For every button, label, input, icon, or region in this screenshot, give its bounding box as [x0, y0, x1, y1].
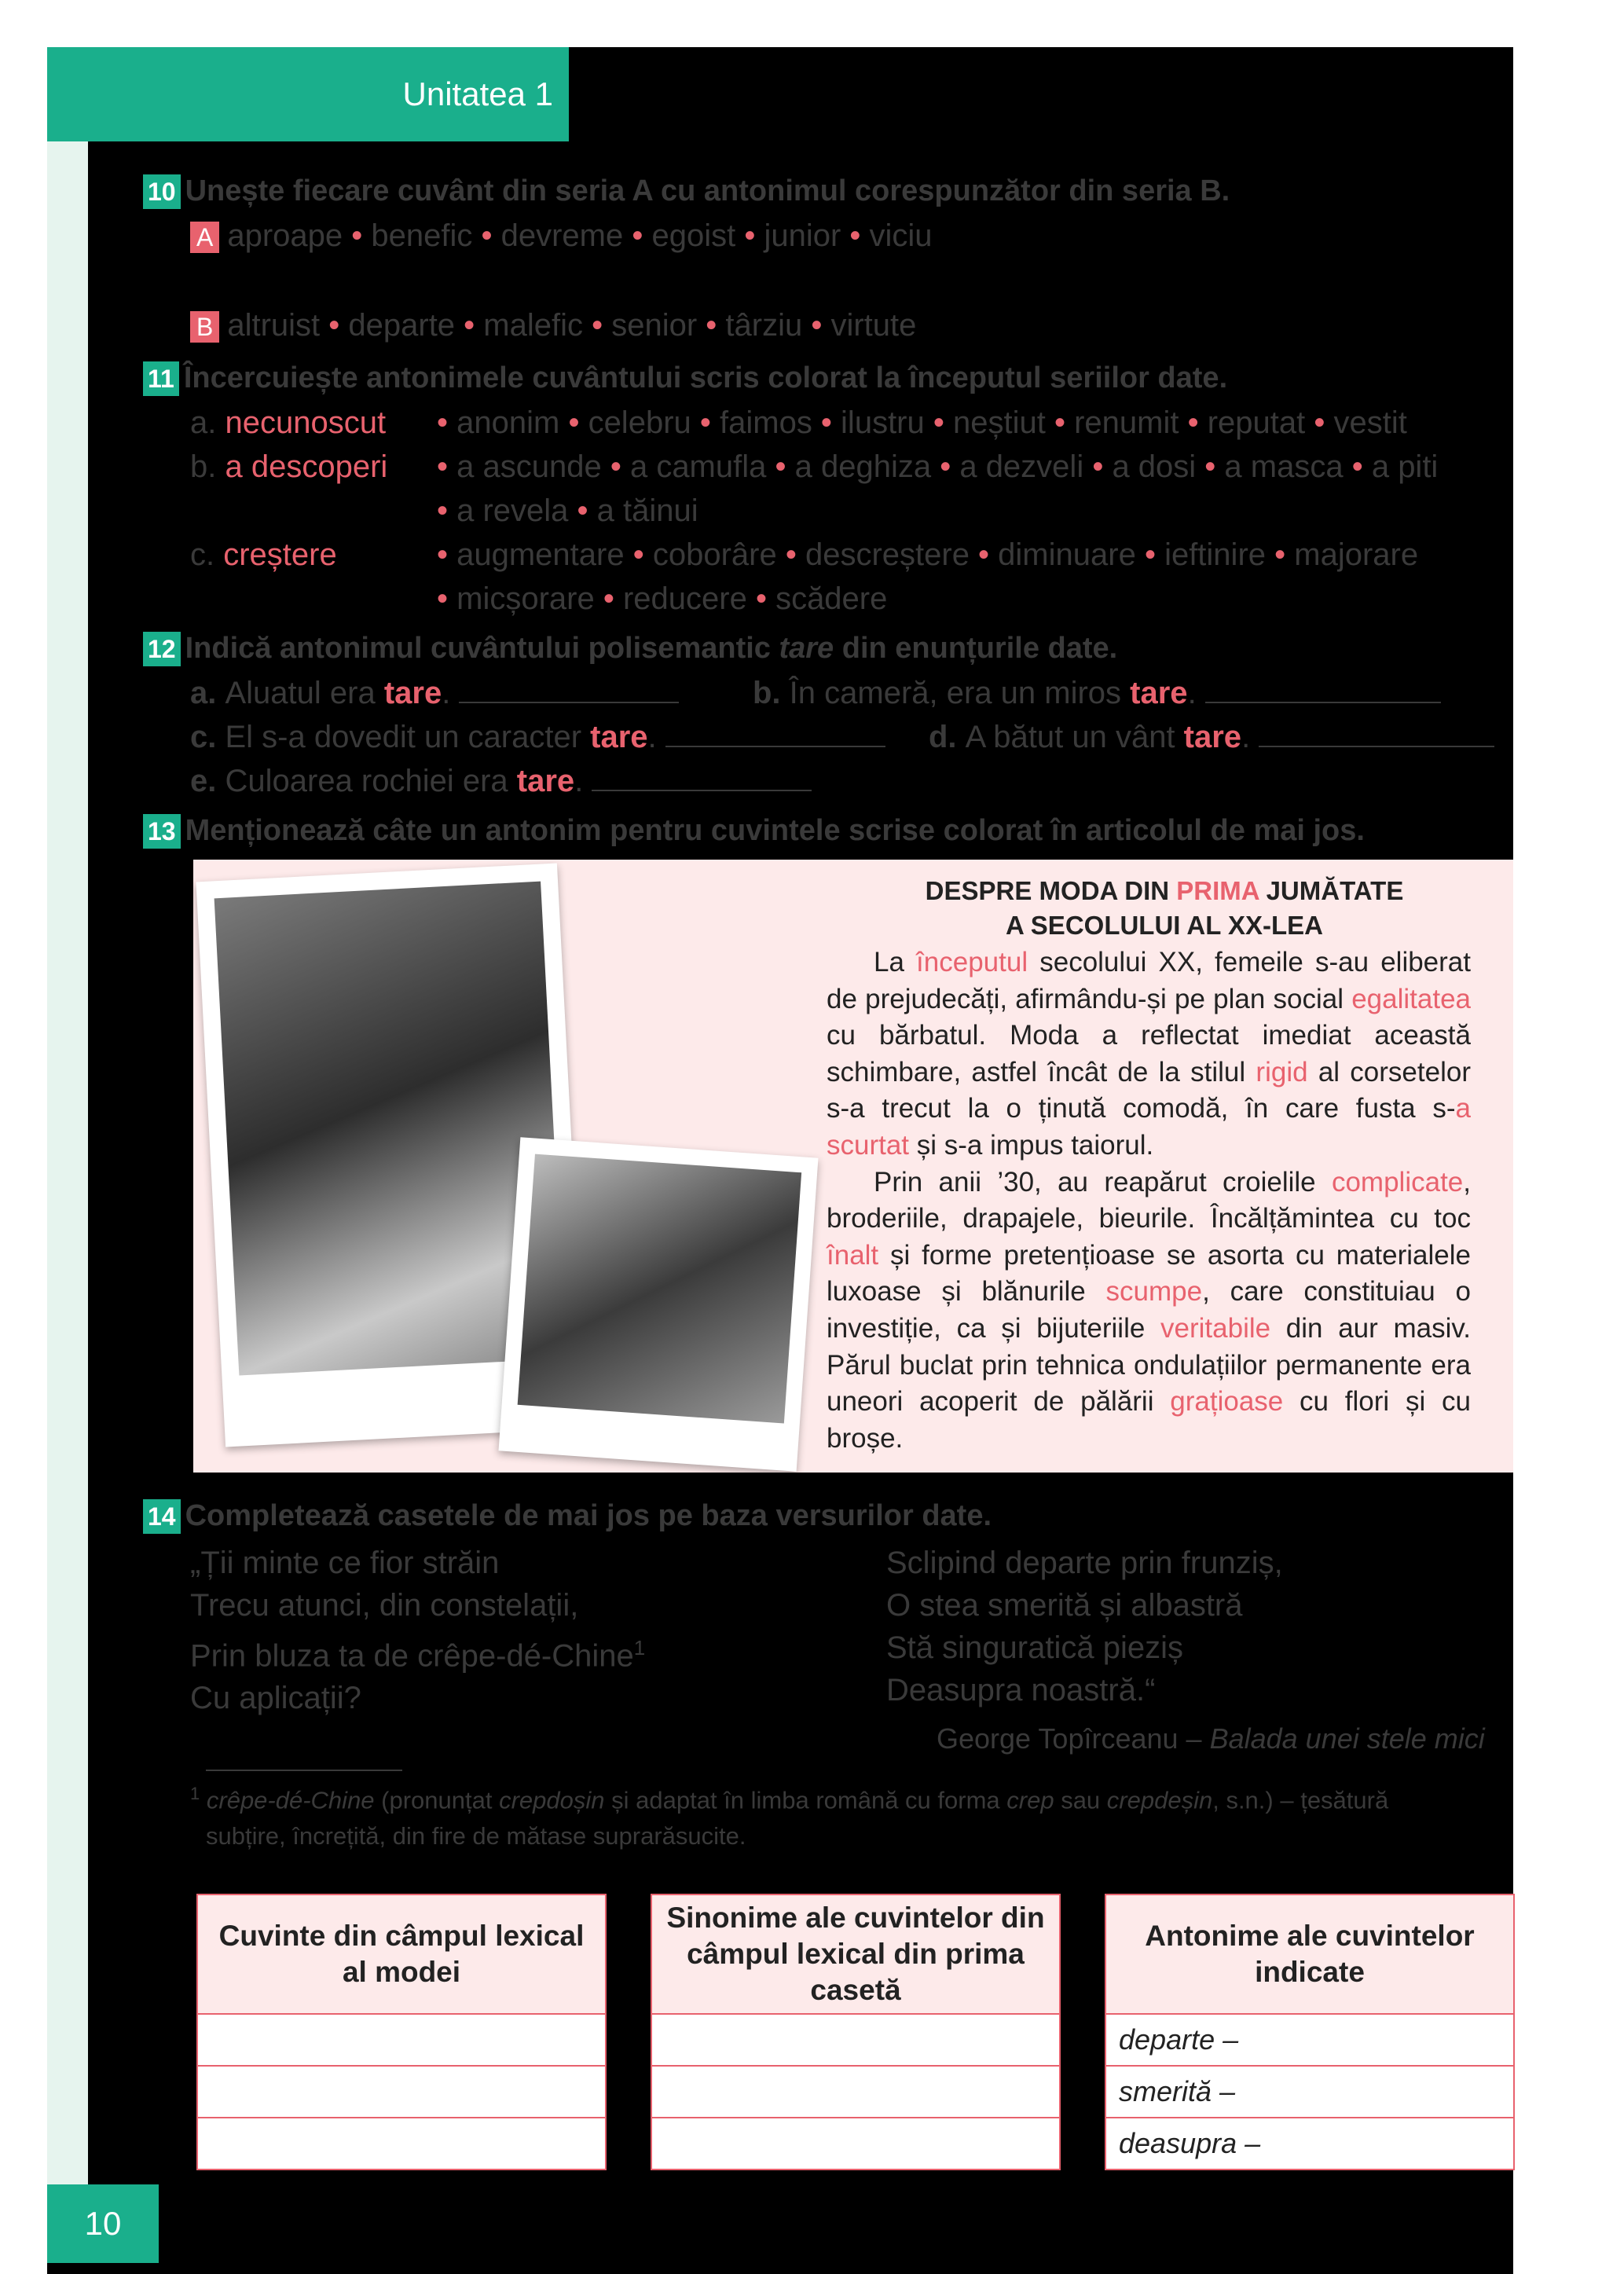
ex11-instruction — [143, 361, 1227, 396]
row-keyword: necunoscut — [225, 405, 387, 440]
bullet: • — [437, 449, 457, 484]
bullet: • — [1045, 405, 1075, 440]
item-letter: c. — [190, 720, 225, 754]
series-a-word: aproape — [227, 218, 343, 253]
ex13-number: 13 — [143, 814, 181, 849]
option-word: a dosi — [1112, 449, 1197, 484]
item-letter: e. — [190, 764, 225, 798]
item-end: . — [1187, 676, 1205, 710]
ex11-row — [190, 405, 386, 441]
option-word: a revela — [456, 493, 569, 528]
option-word: descreștere — [805, 537, 970, 572]
series-a-label: A — [190, 222, 219, 253]
article-text — [827, 944, 1471, 1457]
footnote-rule — [206, 1770, 402, 1771]
table3-cell-departe[interactable]: departe – — [1105, 2014, 1514, 2066]
series-a-word: egoist — [651, 218, 736, 253]
ex12-text-pre: Indică antonimul cuvântului polisemantic — [185, 632, 779, 665]
ex14-instruction — [143, 1499, 992, 1534]
item-text: Aluatul era — [225, 676, 384, 710]
option-word: a piti — [1371, 449, 1439, 484]
item-text: El s-a dovedit un caracter — [225, 720, 591, 754]
option-word: neștiut — [952, 405, 1046, 440]
bullet: • — [697, 308, 726, 343]
series-b-word: malefic — [483, 308, 583, 343]
option-word: scădere — [775, 581, 888, 616]
row-keyword: creștere — [223, 537, 337, 572]
bullet: • — [924, 405, 953, 440]
bullet: • — [455, 308, 484, 343]
table-antonyms — [1105, 1894, 1515, 2170]
item-letter: a. — [190, 676, 225, 710]
bullet: • — [559, 405, 588, 440]
ex12-item — [190, 720, 885, 755]
poem-attribution: George Topîrceanu – Balada unei stele mici — [937, 1722, 1485, 1755]
ex10-instruction — [143, 174, 1230, 209]
highlighted-word: complicate — [1331, 1166, 1464, 1198]
article-paragraph-2 — [827, 1165, 1471, 1458]
ex13-text: Menționează câte un antonim pentru cuvintele scrise colorat în articolul de mai jos. — [185, 814, 1365, 847]
highlighted-word: rigid — [1256, 1056, 1308, 1087]
side-strip — [47, 141, 88, 2192]
series-b-label: B — [190, 311, 219, 343]
text: , care constituiau o investiție, ca și bijuteriile — [827, 1276, 1471, 1344]
option-word: a deghiza — [794, 449, 932, 484]
article-title: DESPRE MODA DIN PRIMA JUMĂTATE A SECOLULUI AL XX-LEA — [925, 876, 1404, 940]
row-letter: a. — [190, 405, 225, 440]
table1-cell-1[interactable] — [197, 2014, 606, 2066]
table-lexical-field — [196, 1894, 607, 2170]
bullet: • — [1179, 405, 1208, 440]
answer-blank[interactable] — [459, 677, 679, 703]
text: , broderiile, drapajele, bieurile. Încălțămintea cu toc — [827, 1166, 1471, 1234]
ex14-number: 14 — [143, 1499, 181, 1534]
bullet: • — [437, 581, 457, 616]
bullet: • — [969, 537, 999, 572]
table-synonyms — [651, 1894, 1061, 2170]
option-word: majorare — [1294, 537, 1419, 572]
table3-cell-deasupra[interactable]: deasupra – — [1105, 2118, 1514, 2169]
text: și s-a impus taiorul. — [909, 1129, 1154, 1161]
bullet: • — [1305, 405, 1334, 440]
series-a-word: devreme — [500, 218, 624, 253]
series-a-word: benefic — [371, 218, 473, 253]
series-b-word: departe — [348, 308, 456, 343]
option-word: a masca — [1224, 449, 1344, 484]
table3-cell-smerita[interactable]: smerită – — [1105, 2066, 1514, 2118]
item-letter: d. — [929, 720, 966, 754]
option-word: vestit — [1333, 405, 1407, 440]
option-word: coborâre — [652, 537, 777, 572]
item-keyword: tare — [1183, 720, 1242, 754]
item-end: . — [442, 676, 460, 710]
ex12-keyword: tare — [779, 632, 834, 665]
bullet: • — [1196, 449, 1225, 484]
option-word: micșorare — [456, 581, 595, 616]
option-word: reducere — [622, 581, 747, 616]
ex11-options — [437, 405, 1407, 441]
highlighted-word: a scurtat — [827, 1093, 1471, 1161]
article-paragraph-1 — [827, 944, 1471, 1165]
highlighted-word: veritabile — [1160, 1312, 1271, 1344]
ex10-series-b — [190, 308, 916, 343]
bullet: • — [766, 449, 795, 484]
item-text: Culoarea rochiei era — [225, 764, 517, 798]
item-keyword: tare — [590, 720, 648, 754]
highlighted-word: scumpe — [1105, 1276, 1203, 1308]
answer-blank[interactable] — [592, 765, 812, 791]
bullet: • — [1266, 537, 1295, 572]
option-word: a tăinui — [596, 493, 698, 528]
option-word: anonim — [456, 405, 560, 440]
bullet: • — [437, 405, 457, 440]
photo-woman-hat — [499, 1137, 819, 1472]
item-text: În cameră, era un miros — [789, 676, 1131, 710]
table2-header: Sinonime ale cuvintelor din câmpul lexical din prima casetă — [651, 1894, 1060, 2014]
bullet: • — [1135, 537, 1165, 572]
bullet: • — [437, 493, 457, 528]
series-a-word: viciu — [869, 218, 933, 253]
ex11-options — [437, 449, 1438, 485]
item-keyword: tare — [1130, 676, 1188, 710]
ex10-text: Unește fiecare cuvânt din seria A cu antonimul corespunzător din seria B. — [185, 174, 1230, 207]
option-word: renumit — [1074, 405, 1179, 440]
text: Prin anii ’30, au reapărut croielile — [874, 1166, 1332, 1198]
text: cu bărbatul. Moda a reflectat imediat această schimbare, astfel încât de la stilul — [827, 1020, 1471, 1087]
bullet: • — [1343, 449, 1372, 484]
text: al corsetelor s-a trecut la o ținută comodă, în care fusta s- — [827, 1056, 1471, 1124]
table2-cell-2[interactable] — [651, 2066, 1060, 2118]
bullet: • — [1083, 449, 1113, 484]
ex12-number: 12 — [143, 632, 181, 666]
text: și forme pretențioase se asorta cu materialele luxoase și blănurile — [827, 1239, 1471, 1308]
bullet: • — [812, 405, 841, 440]
bullet: • — [583, 308, 612, 343]
ex12-item — [753, 676, 1441, 711]
bullet: • — [568, 493, 597, 528]
table3-header: Antonime ale cuvintelor indicate — [1105, 1894, 1514, 2014]
ex12-item — [190, 676, 679, 711]
answer-blank[interactable] — [1205, 677, 1441, 703]
ex14-text: Completează casetele de mai jos pe baza versurilor date. — [185, 1499, 992, 1532]
ex11-number: 11 — [143, 361, 179, 396]
ex12-instruction — [143, 632, 1117, 666]
table2-cell-3[interactable] — [651, 2118, 1060, 2169]
item-keyword: tare — [516, 764, 575, 798]
ex13-instruction — [143, 814, 1365, 849]
series-a-word: junior — [764, 218, 841, 253]
row-keyword: a descoperi — [225, 449, 388, 484]
answer-blank[interactable] — [665, 721, 885, 747]
option-word: a dezveli — [959, 449, 1084, 484]
table1-header: Cuvinte din câmpul lexical al modei — [197, 1894, 606, 2014]
ex11-row — [190, 449, 387, 485]
option-word: a ascunde — [456, 449, 602, 484]
table2-cell-1[interactable] — [651, 2014, 1060, 2066]
option-word: diminuare — [998, 537, 1136, 572]
unit-title: Unitatea 1 — [402, 75, 553, 112]
ex12-text-post: din enunțurile date. — [834, 632, 1118, 665]
series-b-word: altruist — [227, 308, 321, 343]
item-end: . — [1241, 720, 1259, 754]
item-end: . — [574, 764, 592, 798]
table1-cell-3[interactable] — [197, 2118, 606, 2169]
option-word: ilustru — [841, 405, 925, 440]
text: din aur masiv. Părul buclat prin tehnica ondulațiilor permanente era uneori acoperit de pălării — [827, 1312, 1471, 1418]
bullet: • — [343, 218, 372, 253]
bullet: • — [802, 308, 831, 343]
answer-blank[interactable] — [1259, 721, 1494, 747]
bullet: • — [601, 449, 630, 484]
ex11-options-cont — [437, 493, 698, 529]
highlighted-word: egalitatea — [1351, 983, 1471, 1014]
bullet: • — [437, 537, 457, 572]
highlighted-word: începutul — [916, 947, 1028, 977]
ex12-item — [190, 764, 812, 799]
unit-tab — [47, 47, 569, 141]
ex11-options-cont — [437, 581, 887, 617]
ex10-series-a — [190, 218, 933, 254]
bullet: • — [594, 581, 623, 616]
item-text: A bătut un vânt — [965, 720, 1184, 754]
series-b-word: târziu — [725, 308, 803, 343]
highlighted-word: înalt — [827, 1239, 879, 1271]
row-letter: c. — [190, 537, 224, 572]
bullet: • — [931, 449, 960, 484]
ex11-row — [190, 537, 337, 573]
bullet: • — [623, 218, 652, 253]
text: secolului XX, femeile s-au eliberat de prejudecăți, afirmându-și pe plan social — [827, 947, 1471, 1014]
item-letter: b. — [753, 676, 790, 710]
ex12-item — [929, 720, 1494, 755]
highlighted-word: grațioase — [1170, 1386, 1284, 1418]
option-word: celebru — [588, 405, 691, 440]
poem-right: Sclipind departe prin frunziș, O stea smerită și albastră Stă singuratică pieziș Deasupra noastră.“ — [886, 1546, 1283, 1707]
footnote: $^1$ crêpe-dé-Chine (pronunțat crepdoșin și adaptat în limba română cu forma crep sau crepdeșin, s.n.) – țesătură subțire, încrețită, din fire de mătase suprarăsucite. — [190, 1784, 1389, 1850]
option-word: reputat — [1207, 405, 1306, 440]
poem-left: „Ții minte ce fior străin Trecu atunci, din constelații, Prin bluza ta de crêpe-dé-Chine$^1$ Cu aplicații? — [190, 1546, 646, 1716]
row-letter: b. — [190, 449, 225, 484]
bullet: • — [735, 218, 764, 253]
bullet: • — [624, 537, 653, 572]
table1-cell-2[interactable] — [197, 2066, 606, 2118]
option-word: augmentare — [456, 537, 625, 572]
page-number: 10 — [47, 2184, 159, 2263]
bullet: • — [320, 308, 349, 343]
ex11-options — [437, 537, 1418, 573]
bullet: • — [776, 537, 805, 572]
series-b-word: virtute — [830, 308, 917, 343]
text: La — [874, 947, 917, 977]
series-b-word: senior — [611, 308, 698, 343]
option-word: faimos — [720, 405, 812, 440]
bullet: • — [841, 218, 870, 253]
item-end: . — [647, 720, 665, 754]
bullet: • — [691, 405, 720, 440]
ex11-text: Încercuiește antonimele cuvântului scris colorat la începutul seriilor date. — [183, 361, 1228, 394]
bullet: • — [472, 218, 501, 253]
option-word: a camufla — [629, 449, 767, 484]
option-word: ieftinire — [1164, 537, 1267, 572]
item-keyword: tare — [383, 676, 442, 710]
bullet: • — [746, 581, 776, 616]
ex10-number: 10 — [143, 174, 181, 209]
text: cu flori și cu broșe. — [827, 1386, 1471, 1454]
